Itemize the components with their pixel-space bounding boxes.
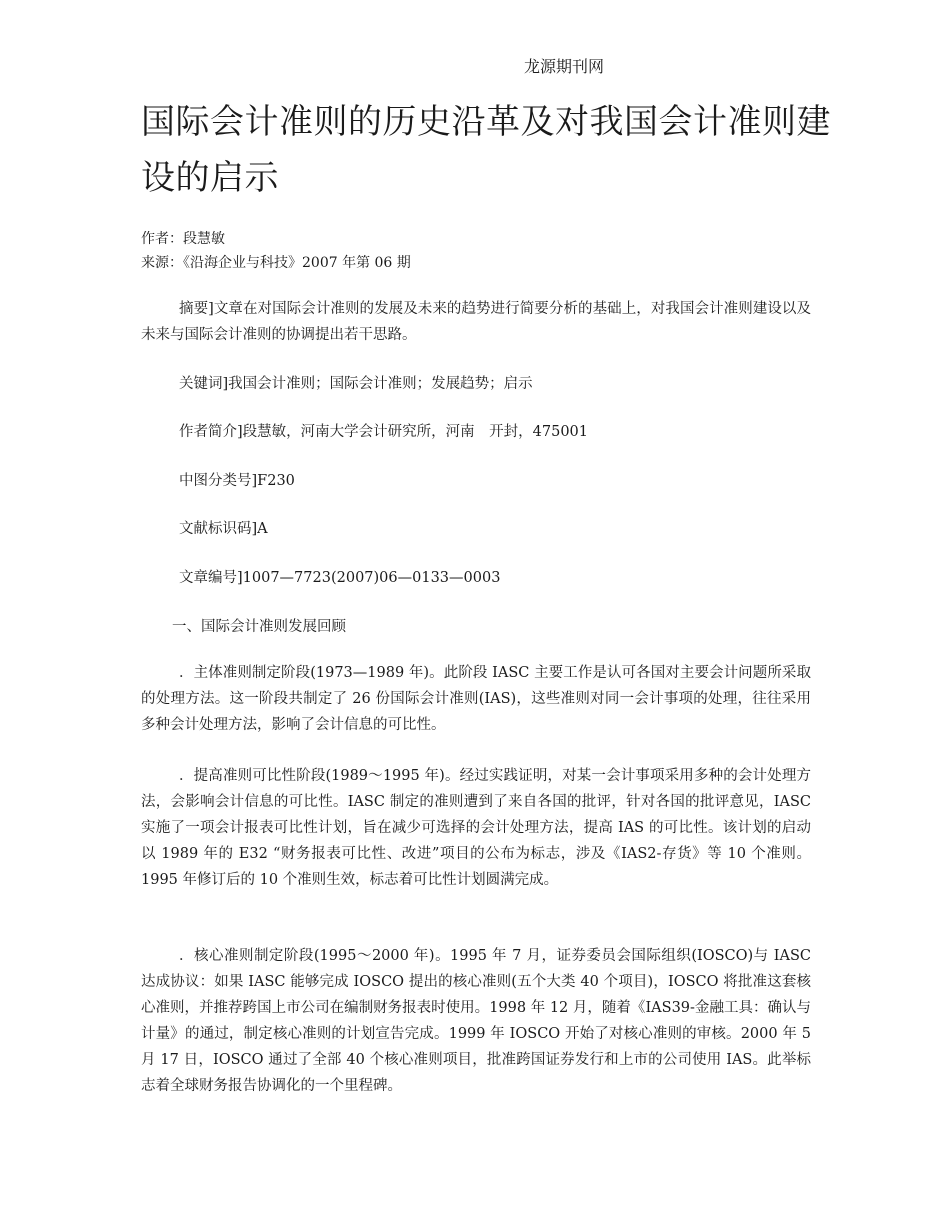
article-number-line: 文章编号]1007—7723(2007)06—0133—0003 bbox=[179, 570, 501, 586]
article-title: 国际会计准则的历史沿革及对我国会计准则建设的启示 bbox=[141, 102, 831, 198]
stage-1-paragraph: ．主体准则制定阶段(1973—1989 年)。此阶段 IASC 主要工作是认可各国对主要会计问题所采取的处理方法。这一阶段共制定了 26 份国际会计准则(IAS)，这些准则对同一会计事项的处理，往往采用多种会计处理方法，影响了会计信息的可比性。 bbox=[141, 665, 811, 733]
section-heading: 一、国际会计准则发展回顾 bbox=[172, 619, 346, 635]
author-intro-line: 作者简介]段慧敏，河南大学会计研究所，河南 开封，475001 bbox=[179, 424, 589, 440]
abstract-paragraph: 摘要]文章在对国际会计准则的发展及未来的趋势进行简要分析的基础上，对我国会计准则建设以及未来与国际会计准则的协调提出若干思路。 bbox=[141, 301, 811, 343]
clc-number-line: 中图分类号]F230 bbox=[179, 473, 295, 489]
site-name-header: 龙源期刊网 bbox=[524, 57, 605, 76]
document-code-line: 文献标识码]A bbox=[179, 521, 268, 537]
stage-2-paragraph: ．提高准则可比性阶段(1989～1995 年)。经过实践证明，对某一会计事项采用多种的会计处理方法，会影响会计信息的可比性。IASC 制定的准则遭到了来自各国的批评，针对各国的批评意见，IASC 实施了一项会计报表可比性计划，旨在减少可选择的会计处理方法，提高 IAS 的可比性。该计划的启动以 1989 年的 E32 “财务报表可比性、改进”项目的公布为标志，涉及《IAS2-存货》等 10 个准则。1995 年修订后的 10 个准则生效，标志着可比性计划圆满完成。 bbox=[141, 768, 811, 888]
article-author: 作者：段慧敏 bbox=[141, 231, 225, 247]
keywords-line: 关键词]我国会计准则；国际会计准则；发展趋势；启示 bbox=[179, 376, 533, 392]
article-source: 来源：《沿海企业与科技》2007 年第 06 期 bbox=[141, 255, 411, 271]
stage-3-paragraph: ．核心准则制定阶段(1995～2000 年)。1995 年 7 月，证券委员会国际组织(IOSCO)与 IASC 达成协议：如果 IASC 能够完成 IOSCO 提出的核心准则(五个大类 40 个项目)，IOSCO 将批准这套核心准则，并推荐跨国上市公司在编制财务报表时使用。1998 年 12 月，随着《IAS39-金融工具：确认与计量》的通过，制定核心准则的计划宣告完成。1999 年 IOSCO 开始了对核心准则的审核。2000 年 5 月 17 日，IOSCO 通过了全部 40 个核心准则项目，批准跨国证券发行和上市的公司使用 IAS。此举标志着全球财务报告协调化的一个里程碑。 bbox=[141, 948, 811, 1094]
